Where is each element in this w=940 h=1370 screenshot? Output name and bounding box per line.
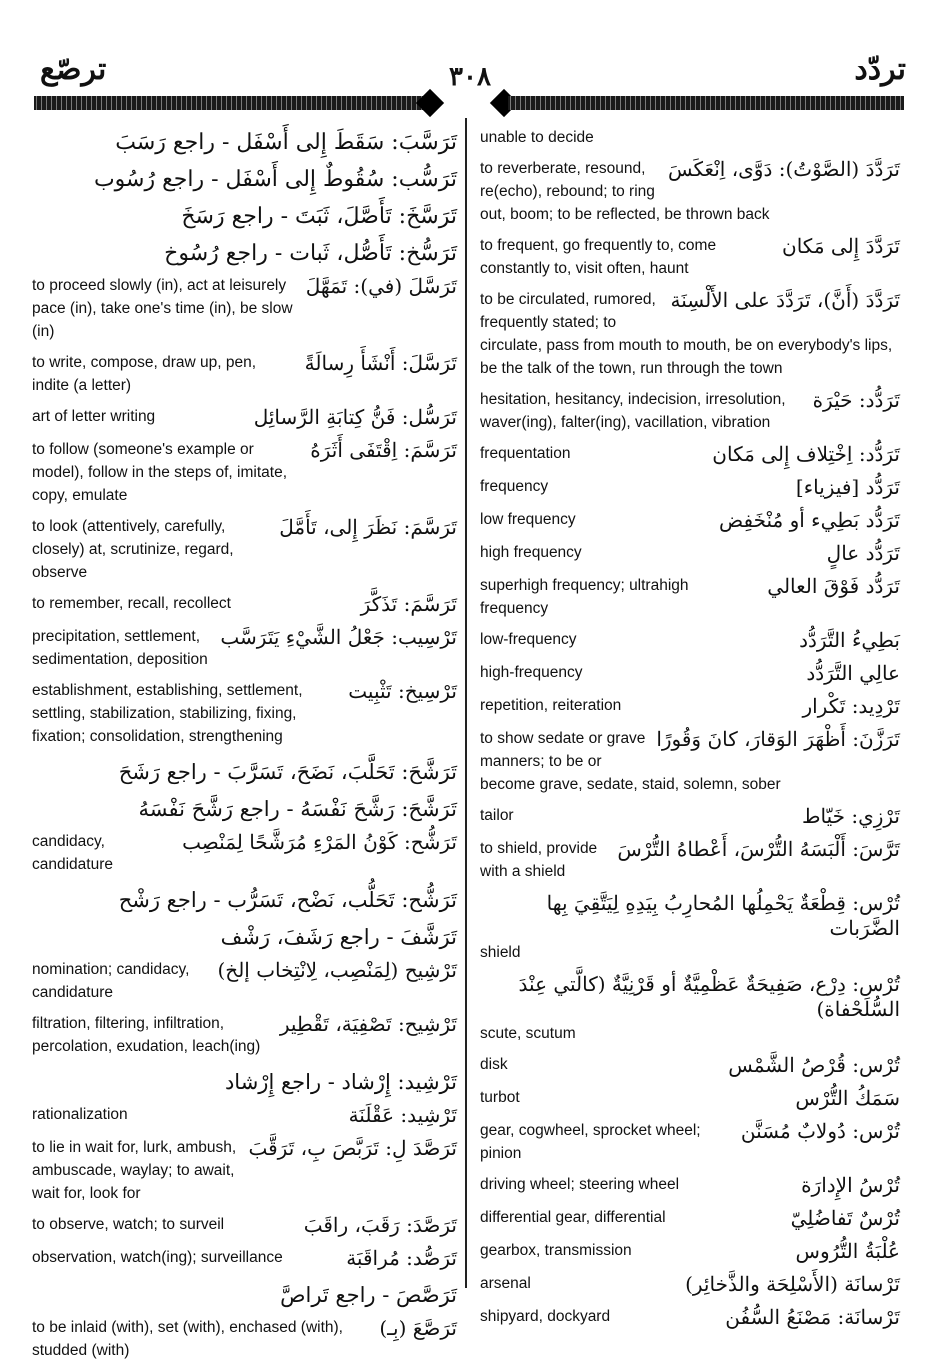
english-definition: tailor bbox=[480, 807, 514, 824]
english-definition: unable to decide bbox=[480, 129, 594, 146]
arabic-headword: تُرْس: قِطْعَةٌ يَحْمِلُها المُحارِبُ بِيَدِهِ لِيَتَّقِيَ بِها الضَّرَبات bbox=[546, 891, 900, 940]
dictionary-entry bbox=[480, 475, 900, 500]
arabic-headword: تُرْسُ الإِدارَة bbox=[801, 1173, 900, 1197]
arabic-entry: تَرَشَّحَ: رَشَّحَ نَفْسَهُ - راجع رَشَّحَ نَفْسَهُ bbox=[138, 797, 457, 821]
header-rule-left bbox=[34, 96, 424, 110]
arabic-headword: تَرَصَّدَ لِ: تَرَبَّصَ بِ، تَرَقَّبَ bbox=[248, 1136, 457, 1160]
arabic-entry: تَرَسَّبَ: سَقَطَ إِلى أَسْفَل - راجع رَسَبَ bbox=[115, 130, 457, 155]
english-definition: hesitation, hesitancy, indecision, irresolution, waver(ing), falter(ing), vacillation, vibration bbox=[480, 391, 786, 431]
english-definition: scute, scutum bbox=[480, 1025, 576, 1042]
dictionary-entry bbox=[480, 1239, 900, 1264]
dictionary-entry bbox=[480, 1173, 900, 1198]
dictionary-entry bbox=[32, 274, 457, 343]
arabic-headword: تَرْسِيخ: تَثْبِيت bbox=[348, 679, 457, 703]
arabic-headword: عُلْبَةُ التُّرُوس bbox=[795, 1239, 900, 1263]
dictionary-entry bbox=[480, 1053, 900, 1078]
english-definition: to reverberate, resound, re(echo), rebound; to ring out, boom; to be reflected, be thrown back bbox=[480, 160, 770, 223]
dictionary-entry bbox=[480, 837, 900, 883]
column-divider bbox=[465, 118, 467, 1288]
english-definition: high frequency bbox=[480, 544, 582, 561]
dictionary-entry bbox=[32, 625, 457, 671]
arabic-entry: تَرَشَّحَ: تَحَلَّبَ، نَضَحَ، تَسَرَّبَ - راجع رَشَحَ bbox=[118, 760, 457, 784]
arabic-headword: عالِي التَّرَدُّد bbox=[806, 661, 900, 685]
english-definition: rationalization bbox=[32, 1106, 128, 1123]
arabic-entry: تَرَشَّفَ - راجع رَشَفَ، رَشْف bbox=[220, 925, 457, 949]
english-definition: to look (attentively, carefully, closely) at, scrutinize, regard, observe bbox=[32, 518, 234, 581]
arabic-entry: تَرْشِيد: إِرْشاد - راجع إِرْشاد bbox=[224, 1070, 457, 1094]
english-definition: differential gear, differential bbox=[480, 1209, 666, 1226]
dictionary-entry bbox=[32, 592, 457, 617]
arabic-headword: تَرَدَّدَ (الصَّوْتُ): دَوَّى، اِنْعَكَسَ bbox=[668, 157, 900, 181]
dictionary-entry bbox=[32, 1213, 457, 1238]
dictionary-entry bbox=[480, 628, 900, 653]
english-definition: frequentation bbox=[480, 445, 571, 462]
arabic-headword: تَرَدُّد بَطِيء أو مُنْخَفِض bbox=[718, 508, 900, 532]
dictionary-entry bbox=[32, 958, 457, 1004]
english-definition: to be circulated, rumored, frequently stated; to circulate, pass from mouth to mouth, be on everybody's lips, be the talk of the town, run through the town bbox=[480, 291, 893, 377]
arabic-headword: تُرْس: دُولابٌ مُسَنَّن bbox=[740, 1119, 900, 1143]
dictionary-entry bbox=[480, 288, 900, 380]
english-definition: to lie in wait for, lurk, ambush, ambuscade, waylay; to await, wait for, look for bbox=[32, 1139, 237, 1202]
arabic-headword: تَرَدُّد: حَيْرَة bbox=[812, 388, 900, 412]
left-column bbox=[32, 126, 457, 1370]
arabic-headword: تَرَصَّدَ: رَقَبَ، راقَبَ bbox=[303, 1213, 457, 1237]
right-running-headword: تردّد bbox=[854, 53, 906, 86]
arabic-headword: تَرَسُّل: فَنُّ كِتابَةِ الرَّسائِل bbox=[253, 405, 457, 429]
arabic-headword: تُرْس: دِرْع، صَفِيحَةٌ عَظْمِيَّةٌ أو قَرْنِيَّةٌ (كالَّتي عِنْدَ السُّلَحْفاة) bbox=[518, 972, 900, 1021]
arabic-headword: تَرَدَّدَ إِلى مَكان bbox=[782, 234, 900, 258]
english-definition: to show sedate or grave manners; to be or become grave, sedate, staid, solemn, sober bbox=[480, 730, 781, 793]
dictionary-entry bbox=[480, 1272, 900, 1297]
english-definition: to frequent, go frequently to, come constantly to, visit often, haunt bbox=[480, 237, 717, 277]
arabic-headword: تَرَصَّعَ (بِـ) bbox=[379, 1316, 457, 1340]
english-definition: to follow (someone's example or model), follow in the steps of, imitate, copy, emulate bbox=[32, 441, 288, 504]
dictionary-entry bbox=[480, 1086, 900, 1111]
english-definition: gearbox, transmission bbox=[480, 1242, 632, 1259]
english-definition: low frequency bbox=[480, 511, 576, 528]
english-definition: disk bbox=[480, 1056, 508, 1073]
arabic-headword: تَرَسَّمَ: اِقْتَفَى أَثَرَهُ bbox=[310, 438, 457, 462]
arabic-headword: تَرَسَّمَ: نَظَرَ إِلى، تَأَمَّلَ bbox=[279, 515, 457, 539]
english-definition: nomination; candidacy, candidature bbox=[32, 961, 190, 1001]
english-definition: precipitation, settlement, sedimentation, deposition bbox=[32, 628, 208, 668]
arabic-headword: تَرْشِيح: تَصْفِيَة، تَقْطِير bbox=[279, 1012, 457, 1036]
dictionary-entry bbox=[480, 1305, 900, 1330]
english-definition: to remember, recall, recollect bbox=[32, 595, 231, 612]
english-definition: candidacy, candidature bbox=[32, 833, 114, 873]
dictionary-entry bbox=[32, 1136, 457, 1205]
dictionary-entry bbox=[32, 405, 457, 430]
dictionary-entry bbox=[480, 574, 900, 620]
english-definition: turbot bbox=[480, 1089, 520, 1106]
dictionary-entry bbox=[480, 126, 900, 149]
english-definition: shield bbox=[480, 944, 521, 961]
dictionary-entry bbox=[480, 234, 900, 280]
english-definition: to shield, provide with a shield bbox=[480, 840, 598, 880]
dictionary-entry bbox=[32, 679, 457, 748]
dictionary-entry bbox=[32, 351, 457, 397]
dictionary-entry bbox=[480, 661, 900, 686]
dictionary-entry bbox=[480, 1119, 900, 1165]
english-definition: to proceed slowly (in), act at leisurely pace (in), take one's time (in), be slow (in) bbox=[32, 277, 293, 340]
dictionary-entry bbox=[480, 508, 900, 533]
header-rule-right bbox=[508, 96, 904, 110]
arabic-headword: بَطِيءُ التَّرَدُّد bbox=[799, 628, 900, 652]
arabic-headword: تَرَسَّلَ (في): تَمَهَّلَ bbox=[305, 274, 457, 298]
english-definition: repetition, reiteration bbox=[480, 697, 622, 714]
english-definition: high-frequency bbox=[480, 664, 583, 681]
dictionary-entry bbox=[480, 972, 900, 1045]
english-definition: to be inlaid (with), set (with), enchased (with), studded (with) bbox=[32, 1319, 343, 1359]
english-definition: low-frequency bbox=[480, 631, 577, 648]
english-definition: establishment, establishing, settlement, settling, stabilization, stabilizing, fixing, fixation; consolidation, strengthening bbox=[32, 682, 303, 745]
dictionary-entry bbox=[480, 804, 900, 829]
english-definition: superhigh frequency; ultrahigh frequency bbox=[480, 577, 689, 617]
diamond-ornament-left-icon bbox=[416, 89, 444, 117]
arabic-headword: تَرْسانَة (الأَسْلِحَة والذَّخائِر) bbox=[685, 1272, 900, 1296]
arabic-headword: تَرْشِيد: عَقْلَنَة bbox=[348, 1103, 457, 1127]
arabic-headword: تَرَدُّد: اِخْتِلاف إِلى مَكان bbox=[712, 442, 900, 466]
page-number: ٣٠٨ bbox=[449, 62, 491, 91]
arabic-headword: تَرْدِيد: تَكْرار bbox=[802, 694, 900, 718]
arabic-entry: تَرَسُّب: سُقُوطٌ إِلى أَسْفَل - راجع رُسُوب bbox=[93, 167, 457, 192]
dictionary-entry bbox=[480, 442, 900, 467]
dictionary-entry bbox=[480, 694, 900, 719]
dictionary-entry bbox=[32, 1012, 457, 1058]
english-definition: art of letter writing bbox=[32, 408, 156, 425]
arabic-entry: تَرَصَّصَ - راجع تَراصَّ bbox=[280, 1283, 457, 1307]
arabic-headword: تَرَسَّمَ: تَذَكَّرَ bbox=[360, 592, 457, 616]
english-definition: shipyard, dockyard bbox=[480, 1308, 611, 1325]
arabic-headword: تَرَصُّد: مُراقَبَة bbox=[346, 1246, 457, 1270]
arabic-headword: سَمَكُ التُّرْس bbox=[795, 1086, 900, 1110]
english-definition: arsenal bbox=[480, 1275, 531, 1292]
left-running-headword: ترصّع bbox=[40, 53, 107, 86]
dictionary-entry bbox=[480, 157, 900, 226]
arabic-headword: تَرَدُّد [فيزياء] bbox=[795, 475, 900, 499]
dictionary-entry bbox=[480, 727, 900, 796]
dictionary-entry bbox=[480, 1206, 900, 1231]
arabic-headword: تُرْس: قُرْصُ الشَّمْس bbox=[728, 1053, 900, 1077]
english-definition: frequency bbox=[480, 478, 549, 495]
dictionary-entry bbox=[32, 1246, 457, 1271]
arabic-headword: تَرَدُّد عالٍ bbox=[826, 541, 900, 565]
english-definition: to observe, watch; to surveil bbox=[32, 1216, 225, 1233]
dictionary-entry bbox=[32, 438, 457, 507]
english-definition: observation, watch(ing); surveillance bbox=[32, 1249, 283, 1266]
arabic-headword: تَرْسِيب: جَعْلُ الشَّيْءِ يَتَرَسَّب bbox=[220, 625, 457, 649]
arabic-headword: تَرَشُّح: كَوْنُ المَرْءِ مُرَشَّحًا لِمَنْصِب bbox=[182, 830, 457, 854]
dictionary-entry bbox=[32, 515, 457, 584]
arabic-headword: تَرْشِيح (لِمَنْصِب، لِانْتِخاب إلخ) bbox=[217, 958, 457, 982]
page-header bbox=[0, 0, 940, 120]
arabic-headword: تَرْسانَة: مَصْنَعُ السُّفُن bbox=[725, 1305, 900, 1329]
arabic-headword: تُرْسٌ تَفاضُلِيّ bbox=[790, 1206, 900, 1230]
arabic-headword: تَرَدَّدَ (أَنَّ)، تَرَدَّدَ على الأَلْسِنَة bbox=[670, 288, 900, 312]
dictionary-entry bbox=[480, 388, 900, 434]
arabic-headword: تَرَزَّنَ: أَظْهَرَ الوَقارَ، كانَ وَقُورًا bbox=[656, 727, 900, 751]
english-definition: driving wheel; steering wheel bbox=[480, 1176, 680, 1193]
arabic-headword: تَرَسَّلَ: أَنْشَأَ رِسالَةً bbox=[304, 351, 457, 375]
right-column bbox=[480, 126, 900, 1338]
dictionary-entry bbox=[480, 541, 900, 566]
arabic-entry: تَرَشُّح: تَحَلُّب، نَضْح، تَسَرُّب - راجع رَشْح bbox=[118, 888, 457, 912]
arabic-headword: تَرْزِي: خَيّاط bbox=[802, 804, 900, 828]
arabic-entry: تَرَسُّخ: تَأَصُّل، ثَبات - راجع رُسُوخ bbox=[164, 241, 457, 266]
dictionary-entry bbox=[32, 830, 457, 876]
arabic-entry: تَرَسَّخَ: تَأَصَّلَ، ثَبَتَ - راجع رَسَخَ bbox=[181, 204, 457, 229]
dictionary-entry bbox=[32, 1316, 457, 1362]
arabic-headword: تَرَدُّد فَوْقَ العالي bbox=[767, 574, 900, 598]
dictionary-entry bbox=[32, 1103, 457, 1128]
english-definition: to write, compose, draw up, pen, indite (a letter) bbox=[32, 354, 257, 394]
dictionary-entry bbox=[480, 891, 900, 964]
english-definition: gear, cogwheel, sprocket wheel; pinion bbox=[480, 1122, 701, 1162]
english-definition: filtration, filtering, infiltration, percolation, exudation, leach(ing) bbox=[32, 1015, 261, 1055]
arabic-headword: تَرَّسَ: أَلْبَسَهُ التُّرْسَ، أَعْطاهُ التُّرْسَ bbox=[617, 837, 900, 861]
